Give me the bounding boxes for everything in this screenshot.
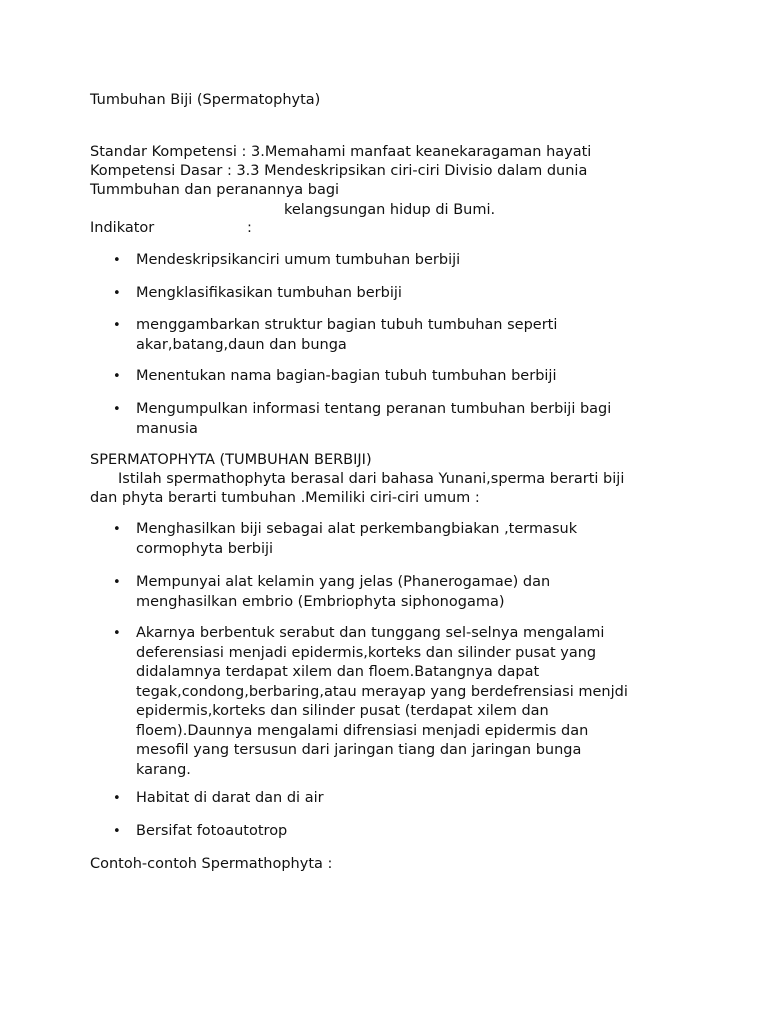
indikator-label: Indikator (90, 220, 155, 236)
list-item-line: didalamnya terdapat xilem dan floem.Batangnya dapat (136, 664, 540, 680)
bullet-icon: • (113, 791, 121, 806)
list-item-line: Bersifat fotoautotrop (136, 823, 288, 839)
list-item-line: Habitat di darat dan di air (136, 790, 324, 806)
list-item-line: Menentukan nama bagian-bagian tubuh tumbuhan berbiji (136, 368, 557, 384)
intro-line-2: dan phyta berarti tumbuhan .Memiliki ciri-ciri umum : (90, 490, 480, 506)
bullet-icon: • (113, 402, 121, 417)
list-item-line: Mengklasifikasikan tumbuhan berbiji (136, 285, 402, 301)
bullet-icon: • (113, 369, 121, 384)
doc-title: Tumbuhan Biji (Spermatophyta) (90, 92, 321, 108)
list-item-line: Mendeskripsikanciri umum tumbuhan berbiji (136, 252, 461, 268)
bullet-icon: • (113, 253, 121, 268)
list-item-line: menggambarkan struktur bagian tubuh tumbuhan seperti (136, 317, 558, 333)
list-item (136, 284, 402, 304)
list-item (136, 822, 287, 842)
list-item-line: akar,batang,daun dan bunga (136, 336, 347, 353)
list-item-line: tegak,condong,berbaring,atau merayap yang berdefrensiasi menjdi (136, 683, 628, 700)
list-item (136, 624, 628, 780)
list-item (136, 367, 556, 387)
document-page (90, 0, 690, 1024)
list-item-line: karang. (136, 761, 191, 778)
indikator-colon: : (247, 220, 252, 236)
bullet-icon: • (113, 626, 121, 641)
list-item (136, 789, 324, 809)
bullet-icon: • (113, 286, 121, 301)
list-item-line: deferensiasi menjadi epidermis,korteks dan silinder pusat yang (136, 644, 597, 661)
list-item-line: floem).Daunnya mengalami difrensiasi menjadi epidermis dan (136, 722, 589, 739)
list-item (136, 251, 460, 271)
list-item (136, 573, 550, 612)
bullet-icon: • (113, 824, 121, 839)
kompetensi-dasar-cont2: kelangsungan hidup di Bumi. (284, 202, 496, 218)
kompetensi-dasar-cont1: Tummbuhan dan peranannya bagi (90, 182, 340, 198)
bullet-icon: • (113, 318, 121, 333)
list-item-line: Menghasilkan biji sebagai alat perkembangbiakan ,termasuk (136, 521, 578, 537)
list-item-line: menghasilkan embrio (Embriophyta siphonogama) (136, 593, 505, 610)
standar-kompetensi: Standar Kompetensi : 3.Memahami manfaat keanekaragaman hayati (90, 144, 592, 160)
list-item-line: mesofil yang tersusun dari jaringan tiang dan jaringan bunga (136, 742, 582, 758)
intro-line-1: Istilah spermathophyta berasal dari bahasa Yunani,sperma berarti biji (118, 471, 625, 487)
list-item-line: Mengumpulkan informasi tentang peranan tumbuhan berbiji bagi (136, 401, 612, 417)
list-item (136, 520, 577, 559)
section-heading: SPERMATOPHYTA (TUMBUHAN BERBIJI) (90, 452, 372, 468)
list-item-line: cormophyta berbiji (136, 540, 274, 557)
list-item-line: manusia (136, 420, 198, 437)
bullet-icon: • (113, 575, 121, 590)
list-item-line: Akarnya berbentuk serabut dan tunggang sel-selnya mengalami (136, 625, 605, 641)
list-item (136, 400, 611, 439)
contoh-heading: Contoh-contoh Spermathophyta : (90, 856, 333, 872)
list-item-line: epidermis,korteks dan silinder pusat (terdapat xilem dan (136, 703, 549, 719)
kompetensi-dasar: Kompetensi Dasar : 3.3 Mendeskripsikan ciri-ciri Divisio dalam dunia (90, 163, 588, 179)
list-item (136, 316, 557, 355)
bullet-icon: • (113, 522, 121, 537)
list-item-line: Mempunyai alat kelamin yang jelas (Phanerogamae) dan (136, 574, 551, 590)
